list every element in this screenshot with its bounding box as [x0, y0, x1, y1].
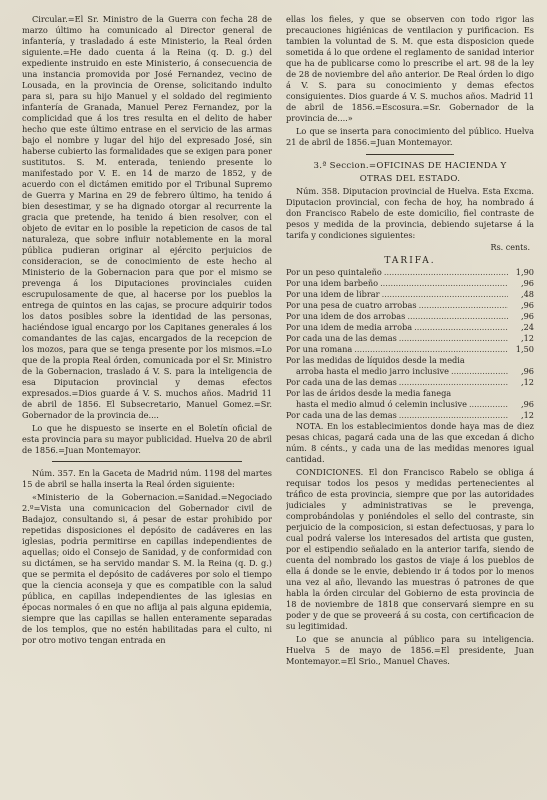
- left-column: [22, 14, 272, 792]
- article-357-intro: Núm. 357. En la Gaceta de Madrid núm. 1198 del martes 15 de abril se halla inserta la Real órden siguiente:: [22, 468, 272, 489]
- currency-header: Rs. cents.: [490, 243, 530, 252]
- tarifa-row: Por una idem de librar ..... ,48: [286, 289, 534, 300]
- publication-note: Lo que he dispuesto se inserte en el Boletín oficial de esta provincia para su mayor publicidad. Huelva 20 de abril de 1856.=Juan Montemayor.: [22, 423, 272, 455]
- announcement-paragraph: Lo que se anuncia al público para su inteligencia. Huelva 5 de mayo de 1856.=El presidente, Juan Montemayor.=El Srio., Manuel Chaves.: [286, 634, 534, 666]
- article-358-intro: Núm. 358. Diputacion provincial de Huelva. Esta Excma. Diputacion provincial, con fecha de hoy, ha nombrado á don Francisco Rabelo de este domicilio, fiel contraste de pesos y medida de la provincia, debiendo sujetarse á la tarifa y condiciones siguientes:: [286, 186, 534, 240]
- divider: [52, 461, 242, 462]
- publication-note-2: Lo que se inserta para conocimiento del público. Huelva 21 de abril de 1856.=Juan Montemayor.: [286, 126, 534, 147]
- tarifa-title: TARIFA.: [384, 256, 436, 266]
- article-357-continuation: ellas los fieles, y que se observen con todo rigor las precauciones higiénicas de ventilacion y purificacion. Es tambien la voluntad de S. M. que esta disposicion quede sometida á lo que ordene el reglamento de sanidad interior que ha de publicarse como lo prescribe el art. 98 de la ley de 28 de noviembre del año anterior. De Real órden lo digo á V. S. para su conocimiento y demas efectos consiguientes. Dios guarde á V. S. muchos años. Madrid 11 de abril de 1856.=Escosura.=Sr. Gobernador de la provincia de....»: [286, 14, 534, 123]
- right-column: [286, 14, 534, 792]
- tarifa-row: Por las medidas de líquidos desde la media arroba hasta el medio jarro inclusive ..... ,96: [286, 355, 534, 377]
- tarifa-list: [286, 267, 534, 421]
- tarifa-row: Por una idem barbeño ..... ,96: [286, 278, 534, 289]
- tarifa-row: Por cada una de las demas ..... ,12: [286, 410, 534, 421]
- tarifa-row: Por una pesa de cuatro arrobas ..... ,96: [286, 300, 534, 311]
- divider: [366, 154, 454, 155]
- conditions-paragraph: CONDICIONES. El don Francisco Rabelo se obliga á requisar todos los pesos y medidas pertenecientes al tráfico de esta provincia, siempre que por las autoridades judiciales y administrativas se le prevenga, comprobándolas y poniéndoles el sello del contraste, sin perjuicio de la composicion, si estan defectuosas, y para lo cual podrá valerse los interesados del artista que gusten, por el estipendio señalado en la anterior tarifa, siendo de cuenta del nombrado los gastos de viaje á los pueblos de ella á donde se le envie, debiendo ir á todos por lo menos una vez al año, llevando las muestras ó patrones de que habla la órden circular del Gobierno de esta provincia de 18 de noviembre de 1818 que conservará siempre en su poder y de que se proveerá á su costa, con certificacion de su legitimidad.: [286, 467, 534, 631]
- section-heading-line-2: OTRAS DEL ESTADO.: [359, 174, 461, 184]
- tarifa-row: Por una romana ..... 1,50: [286, 344, 534, 355]
- tarifa-row: Por las de áridos desde la media fanega hasta el medio almud ó celemin inclusive ..... ,96: [286, 388, 534, 410]
- tarifa-row: Por una idem de dos arrobas ..... ,96: [286, 311, 534, 322]
- article-357-body: «Ministerio de la Gobernacion.=Sanidad.=Negociado 2.º=Vista una comunicacion del Gobernador civil de Badajoz, consultando si, á pesar de estar prohibido por repetidas disposiciones el depósito de cadáveres en las iglesias, podria permitirse en capillas independientes de aquellas; oido el Consejo de Sanidad, y de conformidad con su dictámen, se ha servido mandar S. M. la Reina (q. D. g.) que se permita el depósito de cadáveres por solo el tiempo que la ciencia aconseja y que es compatible con la salud pública, en capillas independientes de las iglesias en épocas normales ó en que no aflija al pais alguna epidemia, siempre que las capillas se hallen enteramente separadas de los templos, que no estén habilitadas para el culto, ni por otro motivo tengan entrada en: [22, 492, 272, 645]
- tarifa-row: Por un peso quintaleño ..... 1,90: [286, 267, 534, 278]
- tarifa-row: Por cada una de las demas ..... ,12: [286, 377, 534, 388]
- tarifa-row: Por una idem de media arroba ..... ,24: [286, 322, 534, 333]
- tarifa-note: NOTA. En los establecimientos donde haya mas de diez pesas chicas, pagará cada una de las que excedan á dicho núm. 8 cénts., y cada una de las medidas menores igual cantidad.: [286, 421, 534, 464]
- tarifa-row: Por cada una de las demas ..... ,12: [286, 333, 534, 344]
- circular-paragraph: Circular.=El Sr. Ministro de la Guerra con fecha 28 de marzo último ha comunicado al Director general de infantería, y trasladado á este Ministerio, la Real órden siguiente.=He dado cuenta á la Reina (q. D. g.) del expediente instruido en este Ministerio, á consecuencia de una instancia promovida por José Fernandez, vecino de Lousada, en la provincia de Orense, solicitando indulto para si, para su hijo Manuel y el soldado del regimiento infantería de Granada, Manuel Perez Fernandez, por la complicidad que á los tres resulta en el delito de haber hecho que este último entrase en el servicio de las armas bajo el nombre y lugar del hijo del expresado José, sin haberse cubierto las formalidades que se exigen para poner sustitutos. S. M. enterada, teniendo presente lo manifestado por V. E. en 14 de marzo de 1852, y de acuerdo con el dictámen emitido por el Tribunal Supremo de Guerra y Marina en 29 de febrero último, ha tenido á bien desestimar, y se ha dignado otorgar al recurrente la gracia que pretende, ha tenido á bien resolver, con el objeto de evitar en lo posible la repeticion de casos de tal naturaleza, que sobre influir notablemente en la moral pública pudieran originar al ejército perjuicios de consideracion, se de conocimiento de este hecho al Ministerio de la Gobernacion para que por el mismo se prevenga á los Diputaciones provinciales cuiden escrupulosamente de que, al hacerse por los pueblos la entrega de quintos en las cajas, se procure adquirir todos los datos posibles sobre la identidad de las personas, haciéndose igual encargo por los Capitanes generales á los comandantes de las cajas, encargados de la recepcion de los mozos, para que se tenga presente por los mismos.=Lo que de la propia Real órden, comunicada por el Sr. Ministro de la Gobernacion, traslado á V. S. para la inteligencia de esa Diputacion provincial y demas efectos expresados.=Dios guarde á V. S. muchos años. Madrid 11 de abril de 1856. El Subsecretario, Manuel Gomez.=Sr. Gobernador de la provincia de....: [22, 14, 272, 420]
- section-heading: 3.ª Seccion.=OFICINAS DE HACIENDA Y: [313, 161, 507, 171]
